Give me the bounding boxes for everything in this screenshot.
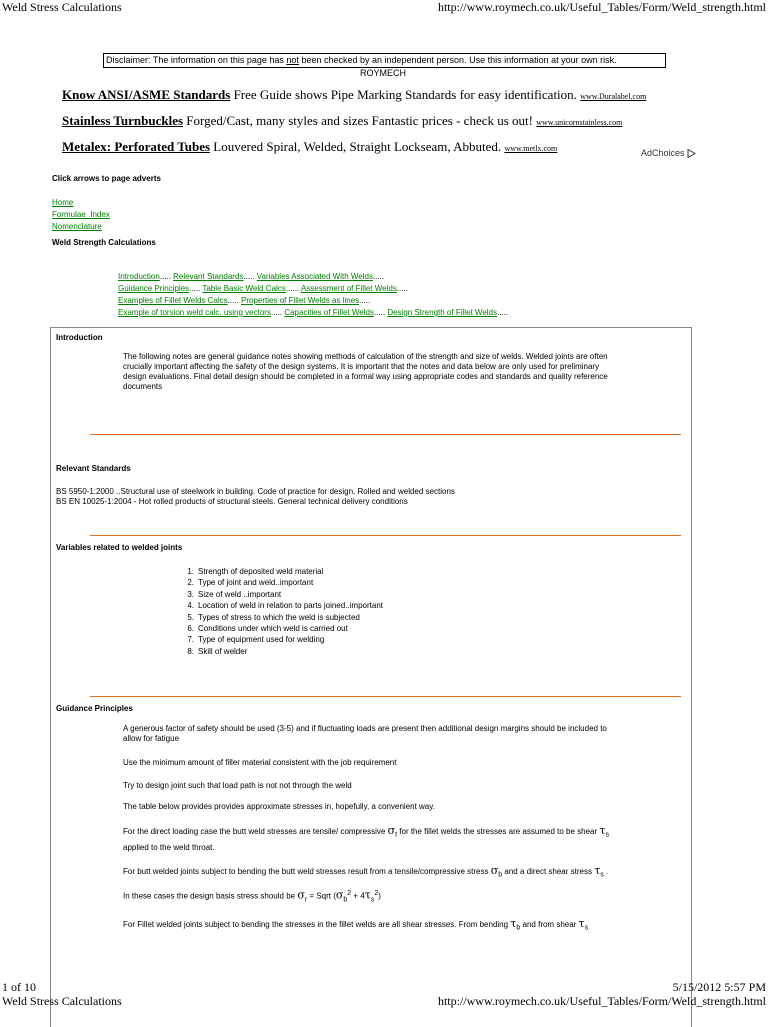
ad-item[interactable]: [62, 113, 622, 129]
ad-title[interactable]: Metalex: Perforated Tubes: [62, 139, 211, 154]
list-item: 2. Type of joint and weld..important: [187, 578, 314, 588]
text-line: The following notes are general guidance notes showing methods of calculation of the strength and size of welds. Welded joints are often: [123, 352, 608, 361]
text-line: design evaluations. Final detail design should be completed in a formal way using appropriate codes and standards and quality reference: [123, 372, 608, 381]
list-item: 5. Types of stress to which the weld is subjected: [187, 612, 360, 622]
index-row: [118, 271, 508, 283]
index-link[interactable]: Table Basic Weld Calcs: [202, 284, 286, 293]
index-link[interactable]: Relevant Standards: [173, 272, 244, 281]
index-dots: .....: [359, 296, 371, 305]
print-footer: [0, 980, 768, 994]
guidance-para-1: [123, 724, 693, 744]
disclaimer-not: not: [286, 55, 299, 65]
text-line: allow for fatigue: [123, 734, 180, 743]
list-item: 3. Size of weld ..important: [187, 589, 282, 599]
section-divider: [90, 535, 681, 536]
index-link[interactable]: Variables Associated With Welds: [256, 272, 373, 281]
list-item: 4. Location of weld in relation to parts joined..important: [187, 601, 383, 611]
nav-links: [52, 195, 110, 231]
page-number: 1 of 10: [2, 980, 36, 994]
section-title-variables: Variables related to welded joints: [56, 543, 183, 552]
text-line: BS 5950-1:2000 ..Structural use of steelwork in building. Code of practice for design. Rolled and welded sections: [56, 487, 455, 496]
guidance-para-8: For Fillet welded joints subject to bending the stresses in the fillet welds are all shear stresses. From bending $\tau_b$ and from shear $\tau_s$: [123, 917, 589, 932]
list-item: 7. Type of equipment used for welding: [187, 635, 325, 645]
index-dots: .....: [270, 308, 285, 317]
click-arrows-note: Click arrows to page adverts: [52, 174, 161, 183]
standards-text: [56, 487, 676, 507]
index-link[interactable]: Capacities of Fillet Welds: [284, 308, 374, 317]
guidance-para-5-line2: applied to the weld throat.: [123, 843, 215, 852]
guidance-para-7: In these cases the design basis stress should be $\sigma_r$ = Sqrt $(\sigma_b^2 + 4\tau_s^2)$: [123, 888, 381, 904]
section-divider: [90, 434, 681, 435]
list-item: 1. Strength of deposited weld material: [187, 567, 324, 576]
print-header-next-page: [0, 994, 768, 1008]
ad-item[interactable]: [62, 87, 646, 103]
guidance-para-3: Try to design joint such that load path is not not through the weld: [123, 781, 352, 790]
index-link[interactable]: Guidance Principles: [118, 284, 190, 293]
print-header: [0, 0, 768, 14]
index-link[interactable]: Design Strength of Fillet Welds: [387, 308, 498, 317]
text-line: A generous factor of safety should be used (3-5) and if fluctuating loads are present then additional design margins should be included to: [123, 724, 607, 733]
index-dots: .....: [372, 272, 385, 281]
section-divider: [90, 696, 681, 697]
variables-list: [177, 566, 383, 657]
adchoices-icon: [687, 149, 696, 158]
index-dots: .....: [159, 272, 174, 281]
disclaimer-text-start: Disclaimer: The information on this page has: [106, 55, 287, 65]
index-dots: ......: [285, 284, 301, 293]
adchoices-label: AdChoices: [641, 148, 685, 158]
ad-text: Free Guide shows Pipe Marking Standards for easy identification.: [230, 87, 581, 102]
guidance-para-4: The table below provides provides approximate stresses in, hopefully, a convenient way.: [123, 802, 435, 811]
index-row: [118, 307, 508, 319]
guidance-para-6: For butt welded joints subject to bending the butt weld stresses result from a tensile/compressive stress $\sigma_b$ and a direct shear stress $\tau_s$ .: [123, 864, 609, 879]
nav-link-home[interactable]: Home: [52, 198, 74, 207]
guidance-para-2: Use the minimum amount of filler material consistent with the job requirement: [123, 758, 397, 767]
index-link[interactable]: Example of torsion weld calc. using vectors: [118, 308, 271, 317]
ad-title[interactable]: Know ANSI/ASME Standards: [62, 87, 231, 102]
section-title-relevant-standards: Relevant Standards: [56, 464, 131, 473]
section-title-guidance: Guidance Principles: [56, 704, 133, 713]
ad-item[interactable]: [62, 139, 557, 155]
index-dots: .....: [373, 308, 388, 317]
section-title-introduction: Introduction: [56, 333, 103, 342]
print-header-url: http://www.roymech.co.uk/Useful_Tables/Form/Weld_strength.html: [437, 0, 766, 14]
index-row: [118, 283, 508, 295]
guidance-para-5: For the direct loading case the butt weld stresses are tensile/ compressive $\sigma_t$ for the fillet welds the stresses are assumed to be shear $\tau_s$: [123, 824, 609, 839]
adchoices-link[interactable]: [641, 148, 696, 158]
text-line: documents: [123, 382, 163, 391]
introduction-text: [123, 352, 683, 392]
disclaimer-text-end: been checked by an independent person. Use this information at your own risk.: [298, 55, 617, 65]
index-dots: .....: [497, 308, 509, 317]
text-line: crucially important affecting the safety of the design systems. It is important that the notes and data below are only used for preliminary: [123, 362, 600, 371]
index-dots: .....: [189, 284, 203, 293]
disclaimer-box: [103, 53, 666, 68]
print-header-title: Weld Stress Calculations: [2, 0, 122, 14]
index-link[interactable]: Properties of Fillet Welds as lines: [241, 296, 360, 305]
index-link[interactable]: Assessment of Fillet Welds: [300, 284, 397, 293]
list-item: 8. Skill of welder: [187, 646, 248, 656]
print-datetime: 5/15/2012 5:57 PM: [672, 980, 766, 994]
index-link[interactable]: Examples of Fillet Welds Calcs: [118, 296, 228, 305]
nav-link-nomenclature[interactable]: Nomenclature: [52, 222, 102, 231]
index-row: [118, 295, 508, 307]
index-link[interactable]: Introduction: [118, 272, 160, 281]
index-dots: .....: [396, 284, 408, 293]
index-dots: .....: [243, 272, 257, 281]
page-title: Weld Strength Calculations: [52, 238, 156, 247]
ad-text: Forged/Cast, many styles and sizes Fantastic prices - check us out!: [183, 113, 537, 128]
text-line: BS EN 10025-1:2004 - Hot rolled products of structural steels. General technical delivery conditions: [56, 497, 408, 506]
ad-url[interactable]: www.unicornstainless.com: [536, 118, 623, 127]
print-header-url: http://www.roymech.co.uk/Useful_Tables/Form/Weld_strength.html: [437, 994, 766, 1008]
section-index: [118, 271, 508, 319]
print-header-title: Weld Stress Calculations: [2, 994, 122, 1008]
nav-link-formulae-index[interactable]: Formulae_Index: [52, 210, 110, 219]
list-item: 6. Conditions under which weld is carried out: [187, 624, 348, 634]
ad-text: Louvered Spiral, Welded, Straight Lockseam, Abbuted.: [210, 139, 505, 154]
ad-url[interactable]: www.metlx.com: [504, 144, 558, 153]
site-name: ROYMECH: [360, 68, 407, 78]
index-dots: .....: [227, 296, 242, 305]
ad-url[interactable]: www.Duralabel.com: [580, 92, 647, 101]
ad-title[interactable]: Stainless Turnbuckles: [62, 113, 184, 128]
